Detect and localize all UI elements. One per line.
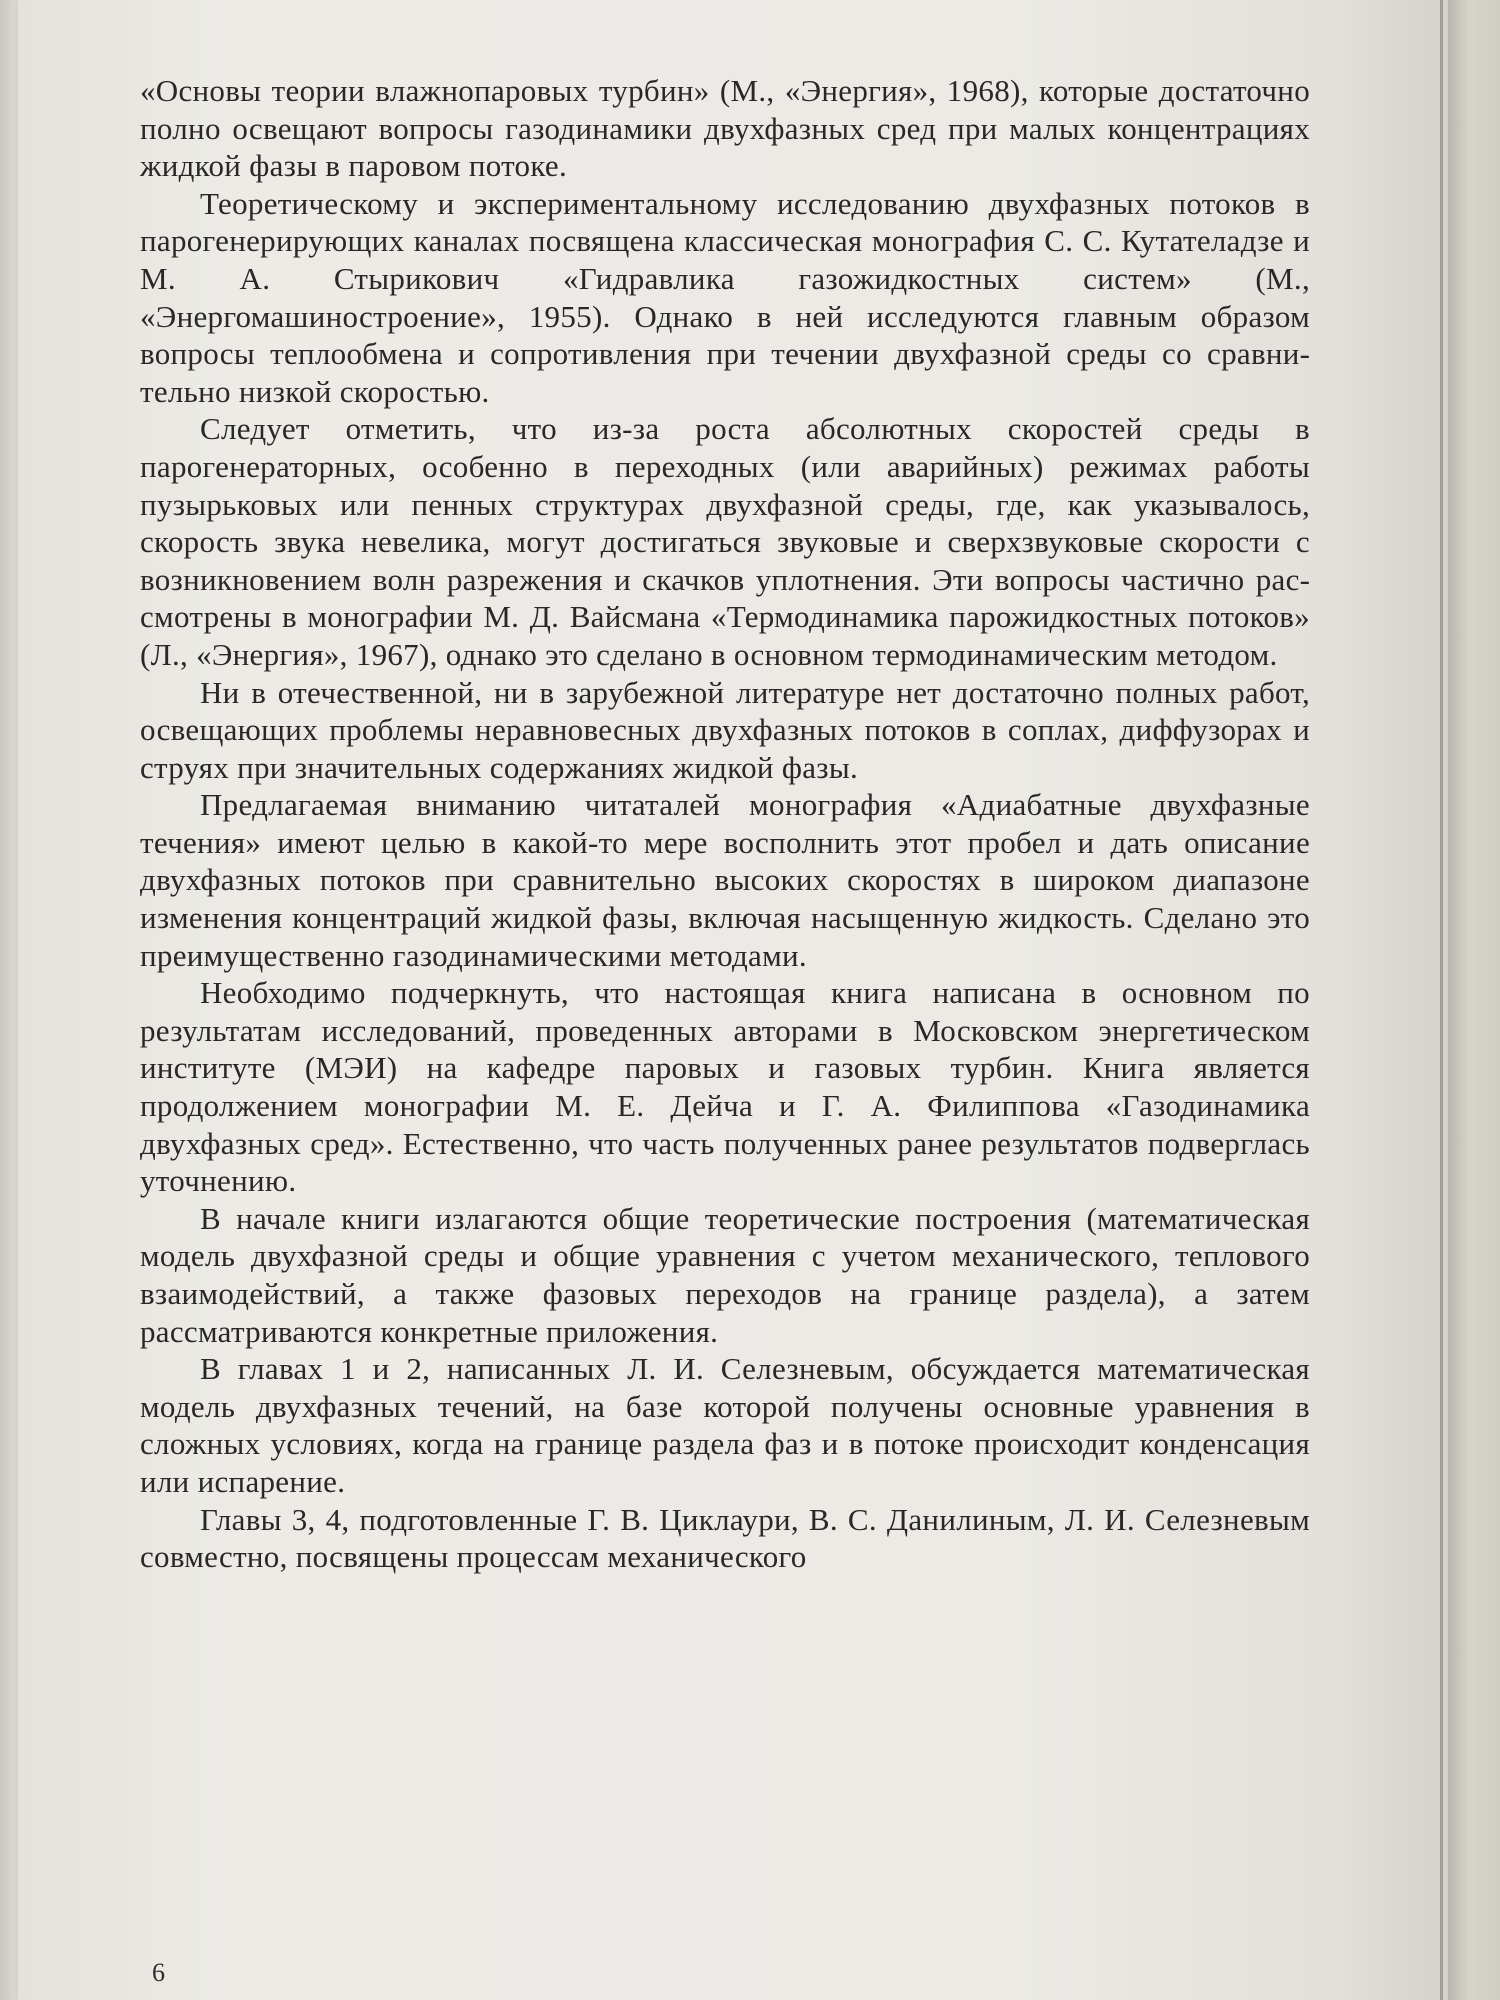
paragraph-6: Необходимо подчеркнуть, что настоящая книга написана в основном по результатам исследований, проведенных авторами в Московском энергетическом институте (МЭИ) на кафедре паровых и газовых турбин. Книга является продолжением монографии М. Е. Дейча и Г. А. Филиппова «Газодинамика двухфазных сред». Естественно, что часть полученных ранее результатов подверглась уточнению. <box>140 975 1310 1199</box>
paragraph-3: Следует отметить, что из-за роста абсолютных скоростей среды в парогенераторных, особенно в переходных (или аварийных) режимах работы пузырьковых или пенных структурах двухфазной среды, где, как указывалось, скорость звука невелика, могут достигаться звуковые и сверхзвуковые скорости с возникновением волн разрежения и скачков уплотнения. Эти вопросы частично рассмотрены в монографии М. Д. Вайсмана «Термодинамика парожидкостных потоков» (Л., «Энергия», 1967), однако это сделано в основном термодинамическим методом. <box>140 411 1310 672</box>
paragraph-8: В главах 1 и 2, написанных Л. И. Селезневым, обсуждается математическая модель двухфазных течений, на базе которой получены основные уравнения в сложных условиях, когда на границе раздела фаз и в потоке происходит конденсация или испарение. <box>140 1351 1310 1499</box>
right-page-edge <box>1448 0 1500 2000</box>
paragraph-1: «Основы теории влажнопаровых турбин» (М., «Энергия», 1968), которые достаточно полно освещают вопросы газодинамики двухфазных сред при малых концентрациях жидкой фазы в паровом потоке. <box>140 73 1310 184</box>
paragraph-7: В начале книги излагаются общие теоретические построения (математическая модель двухфазной среды и общие уравнения с учетом механического, теплового взаимодействий, а также фазовых переходов на границе раздела), а затем рассматриваются конкретные приложения. <box>140 1200 1310 1349</box>
paragraph-4: Ни в отечественной, ни в зарубежной литературе нет достаточно полных работ, освещающих проблемы неравновесных двухфазных потоков в соплах, диффузорах и струях при значительных содержаниях жидкой фазы. <box>140 674 1310 785</box>
paragraph-9: Главы 3, 4, подготовленные Г. В. Циклаури, В. С. Данилиным, Л. И. Селезневым совместно, посвящены процессам механического <box>140 1501 1310 1575</box>
page-text <box>140 72 1310 1576</box>
page-number: 6 <box>152 1958 165 1987</box>
paragraph-5: Предлагаемая вниманию читаталей монография «Адиабатные двухфазные течения» имеют целью в какой-то мере восполнить этот пробел и дать описание двухфазных потоков при сравнительно высоких скоростях в широком диапазоне изменения концентраций жидкой фазы, включая насыщенную жидкость. Сделано это преимущественно газодинамическими методами. <box>140 787 1310 973</box>
page-fold <box>1440 0 1443 2000</box>
paragraph-2: Теоретическому и экспериментальному исследованию двухфазных потоков в парогенерирующих каналах посвящена классическая монография С. С. Кутателадзе и М. А. Стырикович «Гидравлика газожидкостных систем» (М., «Энергомашиностроение», 1955). Однако в ней исследуются главным образом вопросы теплообмена и сопротивления при течении двухфазной среды со сравнительно низкой скоростью. <box>140 185 1310 409</box>
